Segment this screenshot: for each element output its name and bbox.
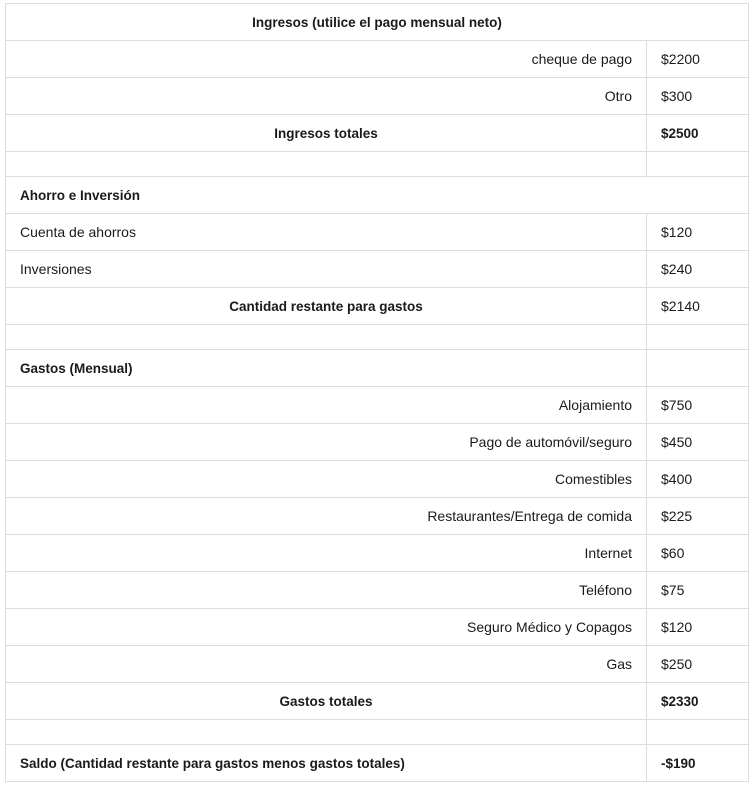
spacer-cell <box>6 720 647 745</box>
savings-item-value: $120 <box>647 214 749 251</box>
expense-item-label: Restaurantes/Entrega de comida <box>6 498 647 535</box>
table-row <box>6 214 749 251</box>
table-row <box>6 609 749 646</box>
savings-item-label: Cuenta de ahorros <box>6 214 647 251</box>
table-row <box>6 251 749 288</box>
spacer-row <box>6 720 749 745</box>
income-item-value: $2200 <box>647 41 749 78</box>
balance-label: Saldo (Cantidad restante para gastos menos gastos totales) <box>6 745 647 782</box>
expense-item-label: Gas <box>6 646 647 683</box>
table-row <box>6 646 749 683</box>
savings-header-row <box>6 177 749 214</box>
spacer-row <box>6 325 749 350</box>
income-total-row <box>6 115 749 152</box>
income-header-row <box>6 4 749 41</box>
expense-item-label: Comestibles <box>6 461 647 498</box>
expenses-header: Gastos (Mensual) <box>6 350 647 387</box>
spacer-cell <box>647 720 749 745</box>
spacer-row <box>6 152 749 177</box>
budget-table-container <box>5 3 748 782</box>
expense-item-label: Seguro Médico y Copagos <box>6 609 647 646</box>
expenses-header-row <box>6 350 749 387</box>
income-total-label: Ingresos totales <box>6 115 647 152</box>
expenses-total-label: Gastos totales <box>6 683 647 720</box>
expenses-total-value: $2330 <box>647 683 749 720</box>
remaining-value: $2140 <box>647 288 749 325</box>
savings-item-value: $240 <box>647 251 749 288</box>
table-row <box>6 461 749 498</box>
expense-item-value: $450 <box>647 424 749 461</box>
expense-item-value: $400 <box>647 461 749 498</box>
income-item-value: $300 <box>647 78 749 115</box>
spacer-cell <box>6 152 647 177</box>
expense-item-value: $750 <box>647 387 749 424</box>
balance-value: -$190 <box>647 745 749 782</box>
remaining-row <box>6 288 749 325</box>
expense-item-value: $75 <box>647 572 749 609</box>
expense-item-label: Internet <box>6 535 647 572</box>
savings-header: Ahorro e Inversión <box>6 177 749 214</box>
table-row <box>6 78 749 115</box>
remaining-label: Cantidad restante para gastos <box>6 288 647 325</box>
table-row <box>6 41 749 78</box>
expense-item-value: $225 <box>647 498 749 535</box>
balance-row <box>6 745 749 782</box>
table-row <box>6 424 749 461</box>
table-row <box>6 387 749 424</box>
spacer-cell <box>647 325 749 350</box>
spacer-cell <box>6 325 647 350</box>
income-total-value: $2500 <box>647 115 749 152</box>
table-row <box>6 535 749 572</box>
expense-item-label: Teléfono <box>6 572 647 609</box>
expense-item-value: $120 <box>647 609 749 646</box>
expense-item-value: $250 <box>647 646 749 683</box>
income-header: Ingresos (utilice el pago mensual neto) <box>6 4 749 41</box>
table-row <box>6 498 749 535</box>
budget-table <box>5 3 749 782</box>
savings-item-label: Inversiones <box>6 251 647 288</box>
table-row <box>6 572 749 609</box>
income-item-label: cheque de pago <box>6 41 647 78</box>
income-item-label: Otro <box>6 78 647 115</box>
empty-cell <box>647 350 749 387</box>
expense-item-label: Alojamiento <box>6 387 647 424</box>
expense-item-label: Pago de automóvil/seguro <box>6 424 647 461</box>
spacer-cell <box>647 152 749 177</box>
expense-item-value: $60 <box>647 535 749 572</box>
expenses-total-row <box>6 683 749 720</box>
